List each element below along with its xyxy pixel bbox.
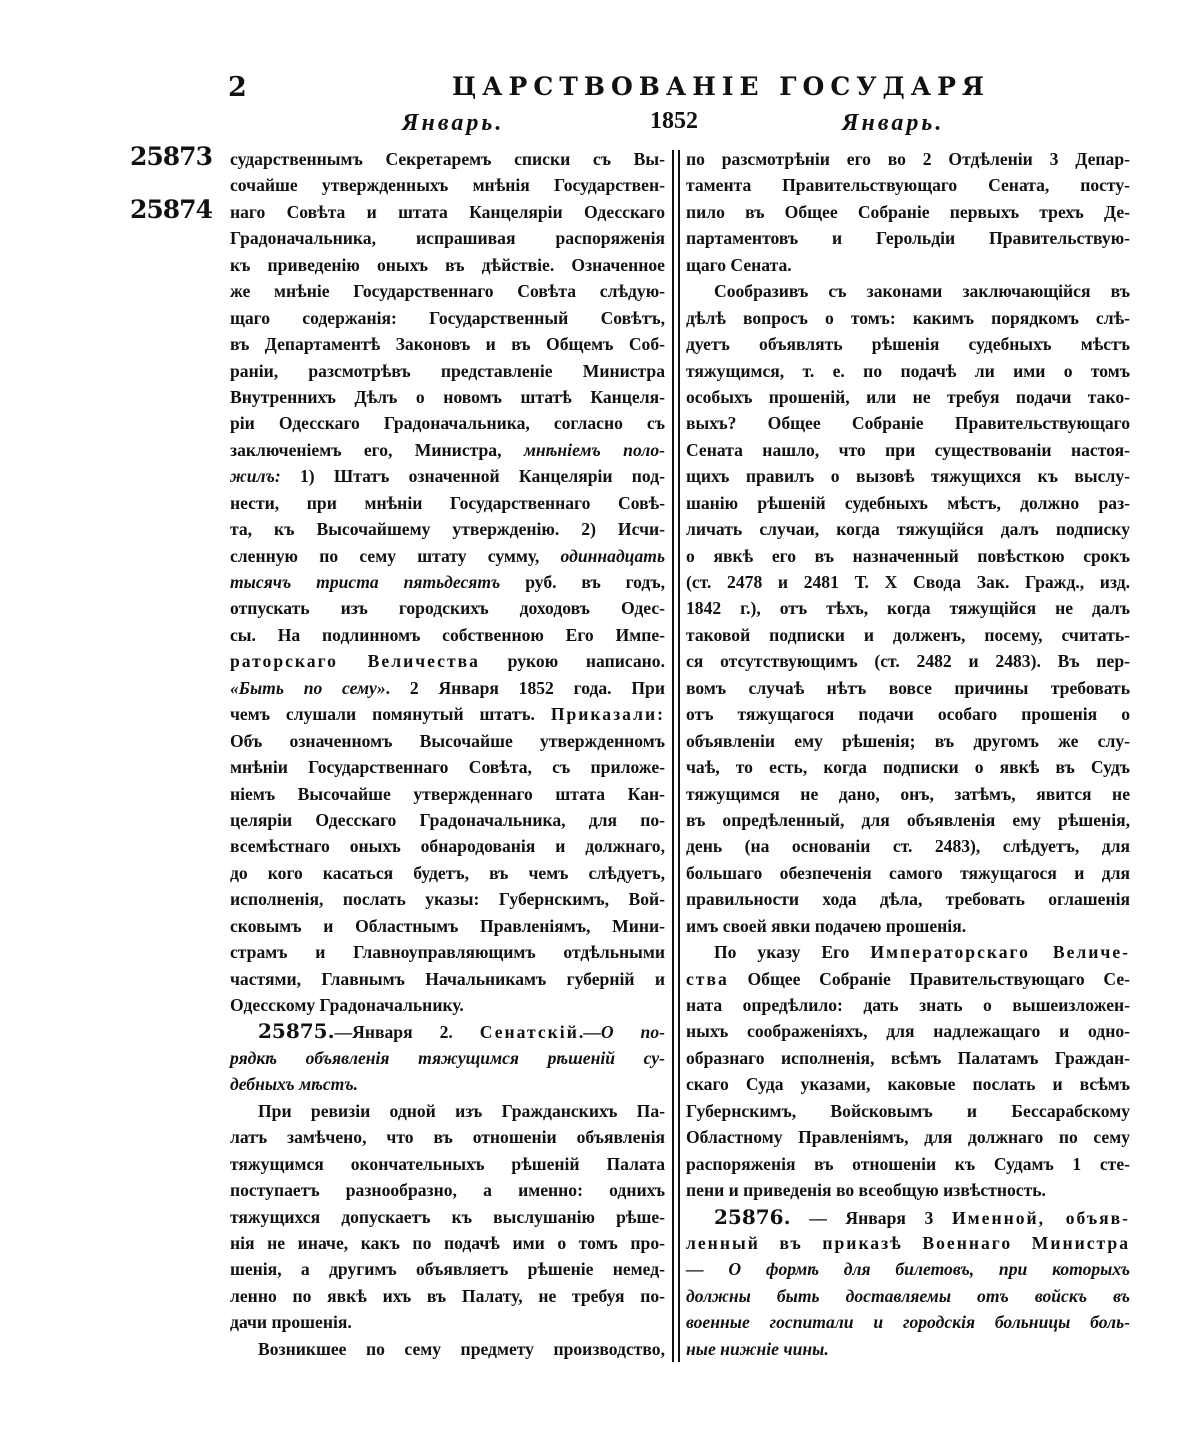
text-segment: ся отсутствующимъ (ст. 2482 и 2483). Въ пер- — [686, 651, 1130, 672]
text-line — [230, 701, 665, 727]
text-segment: къ приведенію оныхъ въ дѣйствіе. Означенное — [230, 254, 665, 275]
text-line — [230, 463, 665, 489]
text-line — [230, 358, 665, 384]
text-line — [230, 199, 665, 225]
text-segment: ната опредѣлило: дать знать о вышеизложен- — [686, 995, 1130, 1015]
text-line — [686, 807, 1130, 833]
text-line — [686, 675, 1130, 701]
text-segment: всемѣстнаго оныхъ обнародованія и должнаго, — [230, 836, 665, 857]
text-segment: Именной, объяв- — [951, 1207, 1130, 1228]
text-line — [230, 622, 665, 648]
text-segment: целяріи Одесскаго Градоначальника, для по- — [230, 809, 665, 830]
text-line — [230, 675, 665, 701]
text-line — [686, 199, 1130, 225]
text-segment: тяжущихся допускаетъ къ выслушанію рѣше- — [230, 1206, 665, 1227]
text-segment: 25876. — [714, 1204, 791, 1229]
text-line — [230, 543, 665, 569]
text-line — [686, 1098, 1130, 1124]
text-line — [686, 516, 1130, 542]
text-line — [230, 833, 665, 859]
text-line — [230, 595, 665, 621]
text-line — [230, 410, 665, 436]
text-segment: рукою написано. — [479, 651, 665, 672]
year: 1852 — [650, 108, 698, 134]
text-segment: По указу Его — [714, 942, 871, 963]
text-line — [230, 648, 665, 674]
text-segment: отпускать изъ городскихъ доходовъ Одес- — [230, 598, 665, 619]
text-line — [686, 384, 1130, 410]
text-segment: — Января 3 — [790, 1207, 952, 1228]
text-line — [230, 1151, 665, 1177]
text-segment: пило въ Общее Собраніе первыхъ трехъ Де- — [686, 201, 1130, 222]
text-line — [230, 172, 665, 198]
text-segment: выхъ? Общее Собраніе Правительствующаго — [686, 413, 1130, 434]
text-line — [230, 278, 665, 304]
text-line — [230, 1283, 665, 1309]
text-line — [230, 1204, 665, 1230]
text-segment: до кого касаться будетъ, въ чемъ слѣдуетъ, — [230, 862, 665, 883]
text-line — [230, 146, 665, 172]
text-line — [230, 966, 665, 992]
text-line — [230, 225, 665, 251]
text-segment: Императорскаго Величе- — [870, 942, 1130, 963]
text-segment: тысячъ триста пятьдесятъ — [230, 572, 501, 592]
text-line — [230, 728, 665, 754]
text-segment: пени и приведенія во всеобщую извѣстность. — [686, 1180, 1046, 1201]
text-line — [686, 437, 1130, 463]
text-segment: дебныхъ мѣстъ. — [230, 1074, 359, 1095]
text-segment: Возникшее по сему предмету производство, — [258, 1338, 665, 1359]
text-segment: наго Совѣта и штата Канцеляріи Одесскаго — [230, 201, 665, 222]
text-segment: .— — [578, 1022, 601, 1043]
text-line — [686, 1151, 1130, 1177]
text-segment: дачи прошенія. — [230, 1312, 352, 1333]
text-line — [230, 1071, 665, 1097]
text-segment: сы. На подлинномъ собственною Его Импе- — [230, 624, 665, 645]
text-segment: Внутреннихъ Дѣлъ о новомъ штатѣ Канцеля- — [230, 386, 665, 407]
text-line — [686, 754, 1130, 780]
text-line — [230, 384, 665, 410]
text-segment: по разсмотрѣніи его во 2 Отдѣленіи 3 Депар- — [686, 149, 1130, 169]
margin-number: 25874 — [130, 195, 212, 224]
text-segment: (ст. 2478 и 2481 Т. X Свода Зак. Гражд., изд. — [686, 572, 1130, 592]
text-segment: имъ своей явки подачею прошенія. — [686, 915, 967, 936]
left-column — [230, 146, 665, 1362]
text-segment: щаго содержанія: Государственный Совѣтъ, — [230, 307, 665, 328]
month-right: Январь. — [842, 110, 945, 136]
text-segment: . 2 Января 1852 года. При — [385, 677, 665, 698]
text-line — [686, 648, 1130, 674]
text-line — [686, 833, 1130, 859]
text-line — [686, 410, 1130, 436]
text-segment: тяжущимся, т. е. по подачѣ ли ими о томъ — [686, 360, 1130, 381]
text-segment: рядкѣ объявленія тяжущимся рѣшеній су- — [230, 1047, 665, 1068]
text-line — [686, 331, 1130, 357]
text-line — [230, 569, 665, 595]
text-line — [686, 1045, 1130, 1071]
text-segment: шенія, а другимъ объявляетъ рѣшеніе немед- — [230, 1259, 665, 1280]
text-segment: та, къ Высочайшему утвержденію. 2) Исчи- — [230, 519, 665, 540]
text-line — [686, 1283, 1130, 1309]
text-line — [230, 1018, 665, 1044]
text-line — [686, 992, 1130, 1018]
text-line — [686, 252, 1130, 278]
text-segment: —Января 2. — [334, 1022, 480, 1043]
text-line — [686, 305, 1130, 331]
text-segment: нія не иначе, какъ по подачѣ ими о томъ про- — [230, 1232, 665, 1253]
text-line — [230, 1124, 665, 1150]
text-segment: Губернскимъ, Войсковымъ и Бессарабскому — [686, 1100, 1130, 1121]
text-line — [686, 1336, 1130, 1362]
text-segment: чаѣ, то есть, когда подписки о явкѣ въ Судъ — [686, 757, 1130, 778]
text-segment: дуетъ объявлять рѣшенія судебныхъ мѣстъ — [686, 334, 1130, 355]
text-segment: особыхъ прошеній, или не требуя подачи тако- — [686, 386, 1130, 407]
text-segment: ніемъ Высочайше утвержденнаго штата Кан- — [230, 783, 665, 804]
text-segment: Объ означенномъ Высочайше утвержденномъ — [230, 730, 665, 751]
margin-number: 25873 — [130, 142, 212, 171]
text-segment: О по- — [600, 1022, 665, 1043]
text-segment: тяжущимся не дано, онъ, затѣмъ, явится не — [686, 783, 1130, 804]
running-title: ЦАРСТВОВАНІЕ ГОСУДАРЯ — [452, 72, 990, 101]
text-segment: о явкѣ его въ назначенный повѣсткою срокъ — [686, 545, 1130, 566]
text-segment: раторскаго Величества — [230, 651, 480, 672]
text-segment: ныхъ соображеніяхъ, для надлежащаго и одно- — [686, 1021, 1130, 1042]
text-segment: чемъ слушали помянутый штатъ. — [230, 704, 551, 725]
text-line — [686, 886, 1130, 912]
text-segment: При ревизіи одной изъ Гражданскихъ Па- — [258, 1100, 665, 1121]
text-segment: Сообразивъ съ законами заключающійся въ — [714, 281, 1130, 302]
text-line — [686, 1177, 1130, 1203]
text-segment: 1) Штатъ означенной Канцеляріи под- — [280, 466, 665, 487]
text-segment: щихъ правилъ о вызовѣ тяжущихся къ выслу- — [686, 466, 1130, 487]
text-segment: раніи, разсмотрѣвъ представленіе Министра — [230, 360, 665, 381]
text-line — [230, 1177, 665, 1203]
text-line — [686, 1204, 1130, 1230]
text-segment: Сенатскій — [479, 1022, 579, 1043]
text-segment: скаго Суда указами, каковые послать и всѣмъ — [686, 1074, 1130, 1095]
text-line — [230, 1309, 665, 1335]
text-line — [230, 913, 665, 939]
text-line — [686, 225, 1130, 251]
text-segment: нести, при мнѣніи Государственнаго Совѣ- — [230, 492, 665, 513]
text-segment: военные госпитали и городскія больницы боль- — [686, 1312, 1130, 1333]
text-segment: распоряженія въ отношеніи къ Судамъ 1 сте- — [686, 1153, 1130, 1174]
text-line — [686, 728, 1130, 754]
text-line — [230, 939, 665, 965]
text-line — [230, 860, 665, 886]
text-line — [230, 437, 665, 463]
text-line — [686, 569, 1130, 595]
text-line — [230, 1230, 665, 1256]
text-segment: мнѣніи Государственнаго Совѣта, съ приложе- — [230, 757, 665, 778]
text-segment: отъ тяжущагося подачи особаго прошенія о — [686, 704, 1130, 725]
text-segment: дѣлѣ вопросъ о томъ: какимъ порядкомъ слѣ- — [686, 307, 1130, 328]
text-line — [686, 463, 1130, 489]
text-segment: тамента Правительствующаго Сената, посту- — [686, 175, 1130, 196]
text-line — [686, 1124, 1130, 1150]
text-segment: сочайше утвержденныхъ мнѣнія Государствен- — [230, 175, 665, 196]
text-segment: сленную по сему штату сумму, — [230, 545, 561, 566]
month-left: Январь. — [402, 110, 505, 136]
text-segment: тяжущимся окончательныхъ рѣшеній Палата — [230, 1153, 665, 1174]
text-line — [686, 622, 1130, 648]
text-line — [230, 754, 665, 780]
text-segment: должны быть доставляемы отъ войскъ въ — [686, 1285, 1130, 1306]
text-line — [686, 278, 1130, 304]
text-segment: частями, Главнымъ Начальникамъ губерній и — [230, 968, 665, 989]
text-segment: одиннадцать — [560, 545, 665, 566]
text-line — [686, 781, 1130, 807]
text-segment: «Быть по сему» — [230, 677, 386, 698]
text-line — [686, 913, 1130, 939]
text-segment: 25875. — [258, 1019, 335, 1044]
text-segment: Общее Собраніе Правительствующаго Се- — [728, 968, 1130, 989]
text-line — [230, 807, 665, 833]
text-line — [230, 490, 665, 516]
text-line — [686, 701, 1130, 727]
page-number: 2 — [228, 72, 247, 103]
text-segment: объявленіи ему рѣшенія; въ другомъ же слу- — [686, 730, 1130, 751]
text-segment: страмъ и Главноуправляющимъ отдѣльными — [230, 942, 665, 963]
text-segment: Приказали: — [550, 704, 665, 725]
text-line — [230, 781, 665, 807]
text-segment: же мнѣніе Государственнаго Совѣта слѣдую- — [230, 281, 665, 302]
text-line — [230, 992, 665, 1018]
text-line — [230, 1045, 665, 1071]
text-segment: личать случаи, когда тяжущійся далъ подписку — [686, 519, 1130, 540]
text-segment: руб. въ годъ, — [500, 572, 665, 592]
text-line — [686, 358, 1130, 384]
text-line — [230, 1336, 665, 1362]
text-segment: латъ замѣчено, что въ отношеніи объявленія — [230, 1127, 665, 1148]
text-line — [686, 1018, 1130, 1044]
text-segment: въ Департаментѣ Законовъ и въ Общемъ Соб- — [230, 334, 665, 355]
text-line — [686, 1309, 1130, 1335]
text-line — [686, 860, 1130, 886]
text-segment: вомъ случаѣ нѣтъ вовсе причины требовать — [686, 677, 1130, 698]
text-segment: день (на основаніи ст. 2483), слѣдуетъ, для — [686, 836, 1130, 857]
right-column — [686, 146, 1130, 1362]
text-segment: щаго Сената. — [686, 254, 792, 275]
text-line — [230, 1098, 665, 1124]
text-segment: образнаго исполненія, всѣмъ Палатамъ Граждан- — [686, 1047, 1130, 1068]
text-segment: Сената нашло, что при существованіи настоя- — [686, 439, 1130, 460]
text-line — [230, 1256, 665, 1282]
text-segment: 1842 г.), отъ тѣхъ, когда тяжущійся не далъ — [686, 598, 1130, 619]
column-divider — [678, 150, 680, 1362]
text-line — [686, 1256, 1130, 1282]
text-segment: ленный въ приказѣ Военнаго Министра — [686, 1232, 1130, 1253]
text-line — [686, 146, 1130, 172]
text-segment: ства — [686, 968, 729, 989]
text-segment: ленно по явкѣ ихъ въ Палату, не требуя по- — [230, 1285, 665, 1306]
text-segment: исполненія, послать указы: Губернскимъ, Вой- — [230, 889, 665, 910]
text-segment: — О формѣ для билетовъ, при которыхъ — [686, 1259, 1130, 1280]
text-line — [230, 331, 665, 357]
text-line — [686, 172, 1130, 198]
text-segment: ріи Одесскаго Градоначальника, согласно съ — [230, 413, 665, 434]
text-line — [686, 1071, 1130, 1097]
text-segment: сковымъ и Областнымъ Правленіямъ, Мини- — [230, 915, 665, 936]
text-segment: большаго обезпеченія самого тяжущагося и для — [686, 862, 1130, 883]
text-line — [230, 252, 665, 278]
text-segment: ные нижніе чины. — [686, 1338, 829, 1359]
text-line — [230, 886, 665, 912]
text-segment: поступаетъ разнообразно, а именно: однихъ — [230, 1180, 665, 1201]
text-segment: Градоначальника, испрашивая распоряженія — [230, 228, 665, 249]
text-line — [686, 490, 1130, 516]
text-line — [686, 1230, 1130, 1256]
text-segment: мнѣніемъ поло- — [523, 439, 665, 460]
text-segment: шанію рѣшеній судебныхъ мѣстъ, должно раз- — [686, 492, 1130, 513]
text-line — [686, 543, 1130, 569]
text-segment: партаментовъ и Герольдіи Правительствую- — [686, 228, 1130, 249]
text-line — [686, 595, 1130, 621]
text-segment: въ опредѣленный, для объявленія ему рѣшенія, — [686, 809, 1130, 830]
text-line — [686, 966, 1130, 992]
column-divider — [672, 150, 674, 1362]
text-segment: Одесскому Градоначальнику. — [230, 995, 464, 1015]
text-line — [230, 516, 665, 542]
text-segment: Областному Правленіямъ, для должнаго по сему — [686, 1127, 1130, 1148]
text-line — [230, 305, 665, 331]
text-segment: таковой подписки и долженъ, посему, считать- — [686, 624, 1130, 645]
text-segment: сударственнымъ Секретаремъ списки съ Вы- — [230, 149, 665, 169]
text-segment: заключеніемъ его, Министра, — [230, 439, 524, 460]
text-line — [686, 939, 1130, 965]
text-segment: жилъ: — [230, 466, 281, 487]
text-segment: правильности хода дѣла, требовать оглашенія — [686, 889, 1130, 910]
